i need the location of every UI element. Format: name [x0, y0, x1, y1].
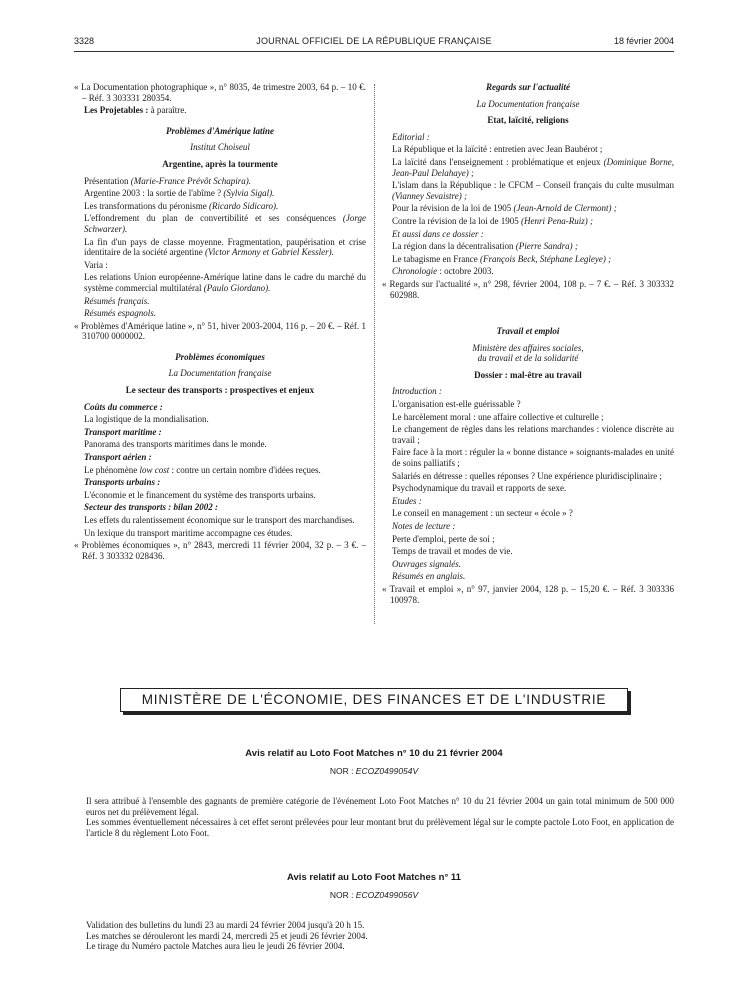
- varia-label: Varia :: [84, 259, 108, 270]
- list-item: [74, 176, 366, 187]
- avis1-paragraph-2: Les sommes éventuellement nécessaires à cet effet seront prélevées pour leur montant brut du prélèvement légal sur le compte pactole Loto Foot, en application de l'article 8 du règlement Loto Foot.: [86, 817, 674, 838]
- item-author: (Victor Armony et Gabriel Kessler).: [205, 247, 334, 258]
- avis2-title: Avis relatif au Loto Foot Matches n° 11: [287, 872, 461, 883]
- avis2-body: [86, 920, 674, 952]
- chronologie-label: Chronologie: [392, 266, 438, 277]
- avis2-paragraph-1: Validation des bulletins du lundi 23 au mardi 24 février 2004 jusqu'à 20 h 15.: [86, 920, 365, 930]
- avis1-body: [86, 796, 674, 838]
- item-author: (Pierre Sandra) ;: [515, 241, 578, 252]
- page-number: 3328: [74, 36, 95, 46]
- item-text: L'effondrement du plan de convertibilité et ses conséquences: [84, 213, 343, 224]
- ministry-banner: MINISTÈRE DE L'ÉCONOMIE, DES FINANCES ET DE L'INDUSTRIE: [120, 688, 628, 712]
- regards-reference: « Regards sur l'actualité », n° 298, février 2004, 108 p. – 7 €. – Réf. 3 303332 602988.: [382, 278, 674, 300]
- item-emphasis: low cost: [139, 464, 170, 475]
- avis2-nor: [74, 890, 674, 900]
- item-text: Le tabagisme en France: [392, 253, 480, 264]
- amlat-reference: « Problèmes d'Amérique latine », n° 51, hiver 2003-2004, 116 p. – 20 €. – Réf. 1 310700 0000002.: [74, 320, 366, 342]
- list-item: Faire face à la mort : réguler la « bonne distance » soignants-malades en unité de soins palliatifs ;: [392, 447, 674, 469]
- etudes-label: Etudes :: [392, 495, 422, 506]
- right-column: [382, 82, 674, 607]
- list-item: Le changement de règles dans les relations marchandes : violence discrète au travail ;: [392, 424, 674, 445]
- list-item: Le harcèlement moral : une affaire collective et culturelle ;: [392, 411, 604, 422]
- heading-argentine: Argentine, après la tourmente: [162, 158, 278, 169]
- org-travail-line1: Ministère des affaires sociales,: [472, 342, 584, 353]
- item-author: (Ricardo Sidicaro).: [208, 200, 279, 211]
- list-item: La logistique de la mondialisation.: [84, 414, 209, 425]
- avis2-paragraph-3: Le tirage du Numéro pactole Matches aura lieu le jeudi 26 février 2004.: [86, 941, 345, 952]
- org-eco: La Documentation française: [168, 368, 272, 379]
- list-item: [74, 272, 366, 293]
- sub-heading: Secteur des transports : bilan 2002 :: [84, 502, 219, 513]
- item-text: La région dans la décentralisation: [392, 241, 516, 252]
- list-item: [74, 201, 366, 212]
- travail-reference: « Travail et emploi », n° 97, janvier 2004, 128 p. – 15,20 €. – Réf. 3 303336 100978.: [382, 583, 674, 605]
- item-author: (Vianney Sevaistre) ;: [392, 190, 467, 201]
- item-author: (Jorge Schwarzer).: [84, 213, 366, 234]
- list-item: [74, 237, 366, 258]
- item-text: Contre la révision de la loi de 1905: [392, 215, 521, 226]
- item-text: L'islam dans la République : le CFCM – Conseil français du culte musulman: [392, 180, 674, 191]
- list-item: L'organisation est-elle guérissable ?: [392, 399, 521, 410]
- notes-label: Notes de lecture :: [392, 521, 456, 531]
- resumes-anglais: Résumés en anglais.: [392, 571, 466, 582]
- editorial-label: Editorial :: [392, 131, 430, 142]
- item-text: Le phénomène: [84, 464, 140, 475]
- item-author: (Marie-France Prévôt Schapira).: [130, 175, 251, 186]
- section-title-regards: Regards sur l'actualité: [485, 82, 570, 92]
- item-author: (Jean-Arnold de Clermont) ;: [513, 203, 617, 214]
- org-travail-line2: du travail et de la solidarité: [477, 353, 579, 364]
- aussi-label: Et aussi dans ce dossier :: [392, 228, 484, 239]
- list-item: [382, 216, 674, 227]
- header-rule: [74, 51, 674, 52]
- sub-heading: Transports urbains :: [84, 477, 161, 488]
- sub-heading: Coûts du commerce :: [84, 401, 163, 412]
- list-item: La République et la laïcité : entretien avec Jean Baubérot ;: [392, 144, 603, 155]
- item-text: : contre un certain nombre d'idées reçues.: [169, 464, 321, 475]
- item-author: (Henri Pena-Ruiz) ;: [520, 215, 593, 226]
- item-author: (Paulo Giordano).: [203, 282, 271, 293]
- section-title-travail: Travail et emploi: [496, 326, 560, 337]
- projetables-line: [74, 105, 366, 116]
- item-text: La laïcité dans l'enseignement : problématique et enjeux: [392, 156, 604, 167]
- list-item: L'économie et le financement du système des transports urbains.: [84, 489, 316, 500]
- list-item: Salariés en détresse : quelles réponses ? Une expérience pluridisciplinaire ;: [392, 470, 662, 481]
- list-item: [382, 157, 674, 178]
- nor-label: NOR :: [329, 766, 356, 776]
- list-item: Panorama des transports maritimes dans le monde.: [84, 439, 267, 450]
- list-item: [74, 465, 366, 476]
- resumes-espagnols: Résumés espagnols.: [84, 308, 156, 319]
- org-regards: La Documentation française: [476, 98, 580, 109]
- issue-date: 18 février 2004: [613, 36, 674, 46]
- org-amlat: Institut Choiseul: [190, 142, 250, 153]
- section-title-amlat: Problèmes d'Amérique latine: [166, 125, 274, 136]
- intro-label: Introduction :: [392, 386, 442, 397]
- item-text: La fin d'un pays de classe moyenne. Fragmentation, paupérisation et crise identitaire de la société argentine: [84, 236, 366, 258]
- journal-title: JOURNAL OFFICIEL DE LA RÉPUBLIQUE FRANÇAISE: [256, 36, 492, 46]
- list-item: Un lexique du transport maritime accompagne ces études.: [84, 527, 293, 538]
- item-text: Les relations Union européenne-Amérique latine dans le cadre du marché du système commercial multilatéral: [84, 272, 366, 293]
- list-item: Perte d'emploi, perte de soi ;: [392, 533, 495, 544]
- list-item: Les effets du ralentissement économique sur le transport des marchandises.: [84, 515, 355, 525]
- nor-code: ECOZ0499054V: [355, 766, 419, 776]
- sub-heading: Transport aérien :: [84, 452, 152, 463]
- nor-label: NOR :: [329, 890, 356, 900]
- section-title-eco: Problèmes économiques: [175, 351, 265, 362]
- list-item: [382, 241, 674, 252]
- item-text: Argentine 2003 : la sortie de l'abîme ?: [84, 188, 224, 199]
- item-author: (Dominique Borne, Jean-Paul Delahaye) ;: [392, 156, 674, 178]
- list-item: Temps de travail et modes de vie.: [392, 546, 513, 557]
- avis1-nor: [74, 766, 674, 776]
- avis1-title: Avis relatif au Loto Foot Matches n° 10 du 21 février 2004: [245, 748, 503, 759]
- chronologie-text: : octobre 2003.: [437, 266, 494, 277]
- list-item: [74, 213, 366, 234]
- projetables-text: à paraître.: [150, 105, 187, 116]
- sub-heading: Transport maritime :: [84, 426, 162, 437]
- item-text: Les transformations du péronisme: [84, 200, 209, 211]
- item-author: (François Beck, Stéphane Legleye) ;: [479, 253, 612, 264]
- column-separator: [374, 84, 375, 624]
- avis1-paragraph-1: Il sera attribué à l'ensemble des gagnants de première catégorie de l'événement Loto Foot Matches n° 10 du 21 février 2004 un gain total minimum de 500 000 euros net du prélèvement légal.: [86, 796, 674, 817]
- heading-transports: Le secteur des transports : prospectives et enjeux: [125, 385, 315, 396]
- resumes-francais: Résumés français.: [84, 295, 150, 306]
- heading-mal-etre: Dossier : mal-être au travail: [474, 369, 582, 380]
- ouvrages-label: Ouvrages signalés.: [392, 558, 461, 569]
- heading-etat-laicite: Etat, laïcité, religions: [487, 115, 569, 126]
- list-item: [382, 203, 674, 214]
- nor-code: ECOZ0499056V: [355, 890, 419, 900]
- item-text: Présentation: [84, 175, 131, 186]
- eco-reference: « Problèmes économiques », n° 2843, mercredi 11 février 2004, 32 p. – 3 €. – Réf. 3 303332 028436.: [74, 540, 366, 561]
- chronologie-line: [382, 266, 674, 277]
- projetables-label: Les Projetables :: [84, 105, 149, 116]
- avis2-paragraph-2: Les matches se dérouleront les mardi 24, mercredi 25 et jeudi 26 février 2004.: [86, 930, 368, 941]
- item-author: (Sylvia Sigal).: [223, 188, 275, 199]
- list-item: [382, 254, 674, 265]
- photo-doc-reference: « La Documentation photographique », n° 8035, 4e trimestre 2003, 64 p. – 10 €. – Réf. 3 303331 280354.: [74, 82, 366, 103]
- list-item: Le conseil en management : un secteur « école » ?: [392, 508, 573, 519]
- item-text: Pour la révision de la loi de 1905: [392, 203, 514, 214]
- list-item: [74, 188, 366, 199]
- list-item: Psychodynamique du travail et rapports de sexe.: [392, 483, 567, 494]
- list-item: [382, 180, 674, 201]
- page-header: [74, 36, 674, 50]
- left-column: [74, 82, 366, 563]
